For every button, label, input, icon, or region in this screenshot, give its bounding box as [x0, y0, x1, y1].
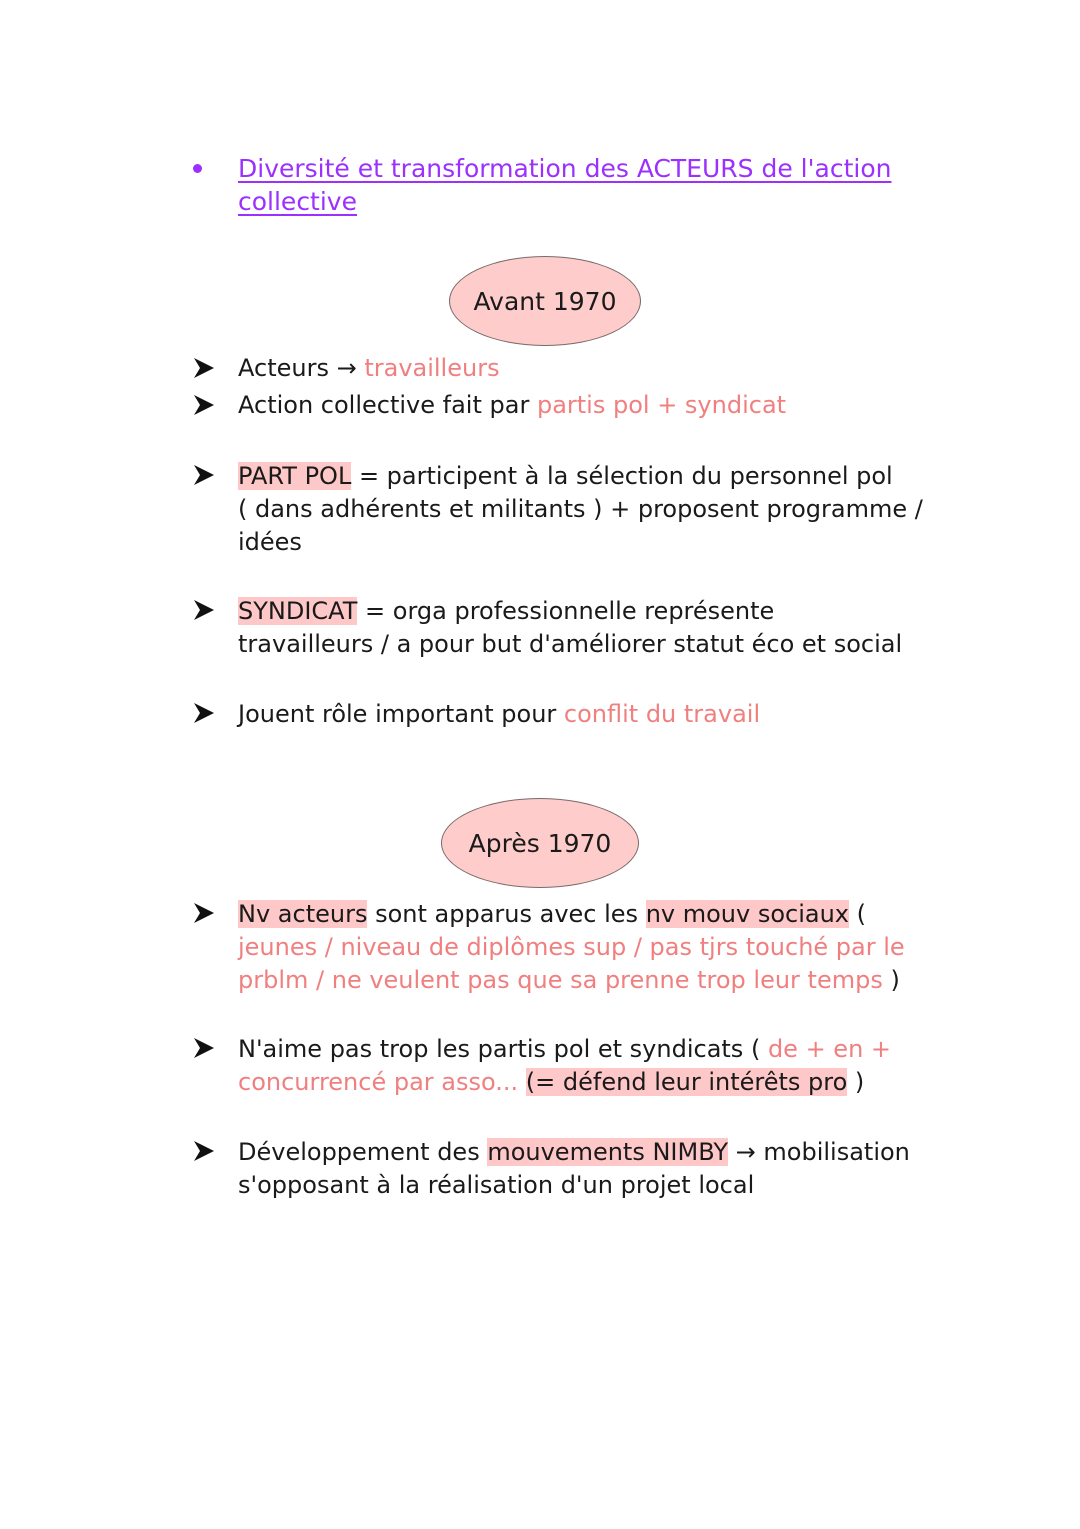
section-title	[238, 152, 891, 218]
after-b3-line2: s'opposant à la réalisation d'un projet local	[238, 1171, 755, 1199]
arrowhead-bullet-icon	[192, 1139, 216, 1163]
highlight-mouvements-nimby: mouvements NIMBY	[487, 1138, 729, 1166]
after-b3-text: Développement des	[238, 1138, 488, 1166]
arrowhead-bullet-icon	[192, 393, 216, 417]
after-b2-text: N'aime pas trop les partis pol et syndicats (	[238, 1035, 768, 1063]
before-bullet-2	[238, 389, 786, 422]
before-bullet-3	[238, 460, 923, 559]
before-b4-line1: = orga professionnelle représente	[357, 597, 775, 625]
after-bullet-2	[238, 1033, 891, 1099]
before-bullet-5	[238, 698, 760, 731]
period-label-after-text: Après 1970	[468, 828, 612, 858]
highlight-part-pol: PART POL	[238, 462, 352, 490]
after-b2-pink: de + en +	[767, 1035, 892, 1063]
arrowhead-bullet-icon	[192, 901, 216, 925]
arrowhead-bullet-icon	[192, 463, 216, 487]
before-b5-text: Jouent rôle important pour	[238, 700, 564, 728]
after-b1-end: (	[849, 900, 867, 928]
after-bullet-1	[238, 898, 905, 997]
period-label-before	[449, 256, 641, 346]
section-title-line2: collective	[238, 187, 357, 216]
after-b2-line2-space	[518, 1068, 526, 1096]
after-b1-line3-end: )	[882, 966, 900, 994]
before-b1-text: Acteurs	[238, 354, 337, 382]
after-b1-mid: sont apparus avec les	[367, 900, 646, 928]
highlight-nv-acteurs: Nv acteurs	[238, 900, 368, 928]
right-arrow-icon: →	[336, 354, 365, 382]
after-b1-line2: jeunes / niveau de diplômes sup / pas tjrs touché par le	[238, 933, 905, 961]
before-bullet-4	[238, 595, 902, 661]
arrowhead-bullet-icon	[192, 701, 216, 725]
before-b5-pink: conflit du travail	[563, 700, 761, 728]
after-b2-line2-end: )	[847, 1068, 865, 1096]
arrowhead-bullet-icon	[192, 356, 216, 380]
after-b3-arrow-text: → mobilisation	[728, 1138, 910, 1166]
after-bullet-3	[238, 1136, 910, 1202]
before-b1-pink: travailleurs	[364, 354, 500, 382]
arrowhead-bullet-icon	[192, 1036, 216, 1060]
before-b4-line2: travailleurs / a pour but d'améliorer statut éco et social	[238, 630, 903, 658]
before-b2-pink: partis pol + syndicat	[536, 391, 787, 419]
after-b1-line3: prblm / ne veulent pas que sa prenne trop leur temps	[238, 966, 883, 994]
before-b3-line1: = participent à la sélection du personnel pol	[351, 462, 893, 490]
section-title-line1: Diversité et transformation des ACTEURS de l'action	[238, 154, 892, 183]
highlight-nv-mouv-sociaux: nv mouv sociaux	[645, 900, 850, 928]
before-b3-line3: idées	[238, 528, 302, 556]
period-label-after	[441, 798, 639, 888]
period-label-before-text: Avant 1970	[473, 286, 617, 316]
before-b2-text: Action collective fait par	[238, 391, 537, 419]
before-bullet-1	[238, 352, 500, 385]
highlight-defend-interets: (= défend leur intérêts pro	[525, 1068, 848, 1096]
bullet-dot-icon	[193, 164, 202, 173]
after-b2-line2-pink: concurrencé par asso...	[238, 1068, 519, 1096]
arrowhead-bullet-icon	[192, 598, 216, 622]
before-b3-line2: ( dans adhérents et militants ) + proposent programme /	[238, 495, 923, 523]
highlight-syndicat: SYNDICAT	[238, 597, 358, 625]
